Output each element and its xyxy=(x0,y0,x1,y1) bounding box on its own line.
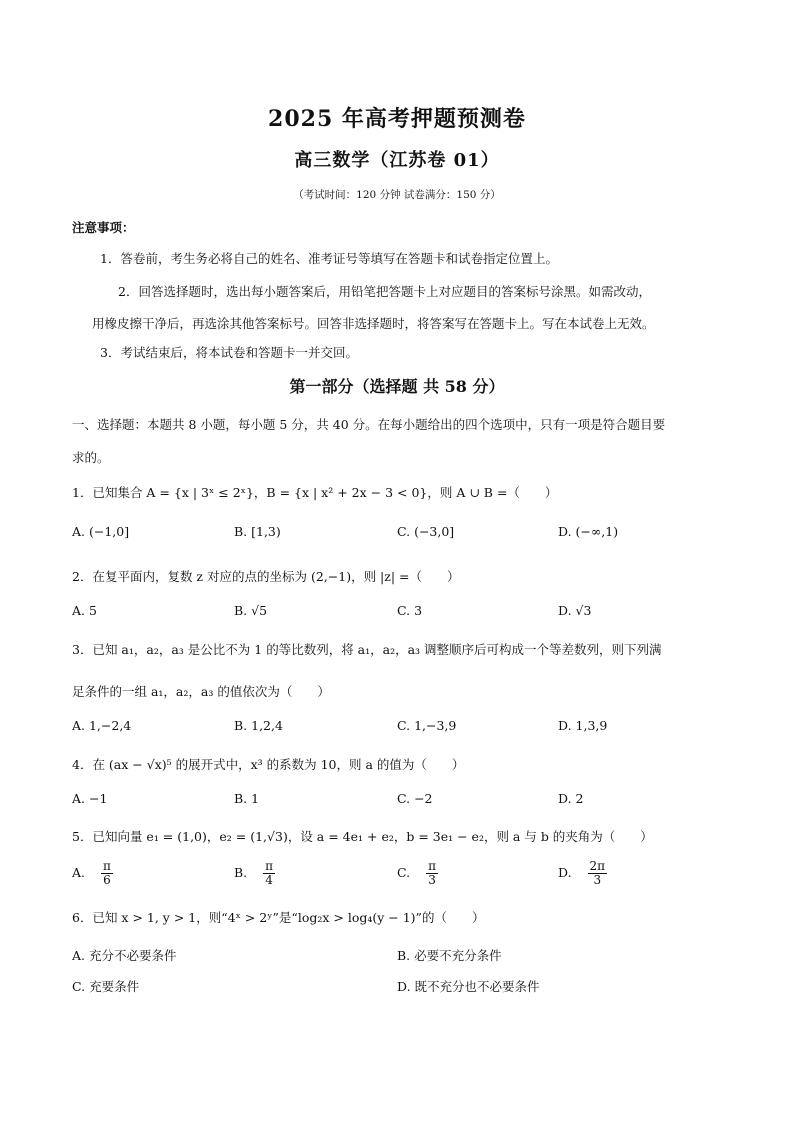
question-3-option-d: D. 1,3,9 xyxy=(558,718,608,733)
question-5-option-b xyxy=(234,860,275,887)
question-6-option-b: B. 必要不充分条件 xyxy=(397,948,502,963)
question-5-option-a xyxy=(72,860,113,887)
fraction-denominator: 3 xyxy=(593,873,602,888)
option-label: B. xyxy=(234,865,248,881)
fraction-denominator: 3 xyxy=(428,873,436,888)
question-1-option-b: B. [1,3) xyxy=(234,524,281,539)
fraction xyxy=(263,860,275,887)
question-6-option-a: A. 充分不必要条件 xyxy=(72,948,177,963)
option-label: D. xyxy=(558,865,572,881)
fraction-denominator: 6 xyxy=(103,873,111,888)
question-6-stem: 6．已知 x > 1, y > 1，则“4ˣ > 2ʸ”是“log₂x > log₄(y − 1)”的（ ） xyxy=(72,910,485,925)
question-4-option-a: A. −1 xyxy=(72,791,108,806)
option-label: C. xyxy=(397,865,411,881)
fraction-numerator: π xyxy=(265,859,274,873)
fraction xyxy=(588,860,608,887)
exam-title: 2025 年高考押题预测卷 xyxy=(268,106,526,132)
question-3-option-c: C. 1,−3,9 xyxy=(397,718,457,733)
question-4-option-d: D. 2 xyxy=(558,791,584,806)
note-item-2: 2．回答选择题时，选出每小题答案后，用铅笔把答题卡上对应题目的答案标号涂黑。如需改动， xyxy=(118,284,651,299)
section-title: 第一部分（选择题 共 58 分） xyxy=(289,377,505,396)
section-intro-line1: 一、选择题：本题共 8 小题，每小题 5 分，共 40 分。在每小题给出的四个选项中，只有一项是符合题目要 xyxy=(72,417,666,432)
question-4-option-b: B. 1 xyxy=(234,791,260,806)
question-6-option-d: D. 既不充分也不必要条件 xyxy=(397,979,540,994)
question-3-option-b: B. 1,2,4 xyxy=(234,718,283,733)
note-item-3: 3．考试结束后，将本试卷和答题卡一并交回。 xyxy=(100,345,358,360)
exam-info: （考试时间：120 分钟 试卷满分：150 分） xyxy=(293,189,501,201)
question-1-option-c: C. (−3,0] xyxy=(397,524,455,539)
note-item-1: 1．答卷前，考生务必将自己的姓名、准考证号等填写在答题卡和试卷指定位置上。 xyxy=(100,251,558,266)
question-2-option-a: A. 5 xyxy=(72,603,97,618)
question-2-option-b: B. √5 xyxy=(234,603,268,618)
fraction-numerator: π xyxy=(103,859,111,873)
question-1-option-d: D. (−∞,1) xyxy=(558,524,619,539)
question-3-option-a: A. 1,−2,4 xyxy=(72,718,132,733)
question-2-option-d: D. √3 xyxy=(558,603,592,618)
exam-subtitle: 高三数学（江苏卷 01） xyxy=(294,150,500,171)
fraction-numerator: π xyxy=(428,859,436,873)
question-4-option-c: C. −2 xyxy=(397,791,433,806)
question-5-stem: 5．已知向量 e₁ = (1,0)，e₂ = (1,√3)，设 a = 4e₁ + e₂，b = 3e₁ − e₂，则 a 与 b 的夹角为（ ） xyxy=(72,829,653,844)
question-5-option-c xyxy=(397,860,438,887)
option-label: A. xyxy=(72,865,86,881)
section-intro-line2: 求的。 xyxy=(72,450,110,465)
fraction-denominator: 4 xyxy=(265,873,273,888)
question-3-stem-line1: 3．已知 a₁，a₂，a₃ 是公比不为 1 的等比数列，将 a₁，a₂，a₃ 调整顺序后可构成一个等差数列，则下列满 xyxy=(72,642,662,657)
question-2-option-c: C. 3 xyxy=(397,603,423,618)
question-2-stem: 2．在复平面内，复数 z 对应的点的坐标为 (2,−1)，则 |z| =（ ） xyxy=(72,569,460,584)
question-1-option-a: A. (−1,0] xyxy=(72,524,130,539)
fraction xyxy=(426,860,438,887)
question-3-stem-line2: 足条件的一组 a₁，a₂，a₃ 的值依次为（ ） xyxy=(72,684,330,699)
question-5-option-d xyxy=(558,860,607,887)
fraction-numerator: 2π xyxy=(589,859,606,873)
note-item-2-cont: 用橡皮擦干净后，再选涂其他答案标号。回答非选择题时，将答案写在答题卡上。写在本试卷上无效。 xyxy=(92,316,655,331)
question-4-stem: 4．在 (ax − √x)⁵ 的展开式中，x³ 的系数为 10，则 a 的值为（ ） xyxy=(72,757,465,772)
question-6-option-c: C. 充要条件 xyxy=(72,979,140,994)
notes-heading: 注意事项： xyxy=(72,220,135,235)
fraction xyxy=(101,860,113,887)
question-1-stem: 1．已知集合 A = {x | 3ˣ ≤ 2ˣ}，B = {x | x² + 2x − 3 < 0}，则 A ∪ B =（ ） xyxy=(72,485,558,500)
